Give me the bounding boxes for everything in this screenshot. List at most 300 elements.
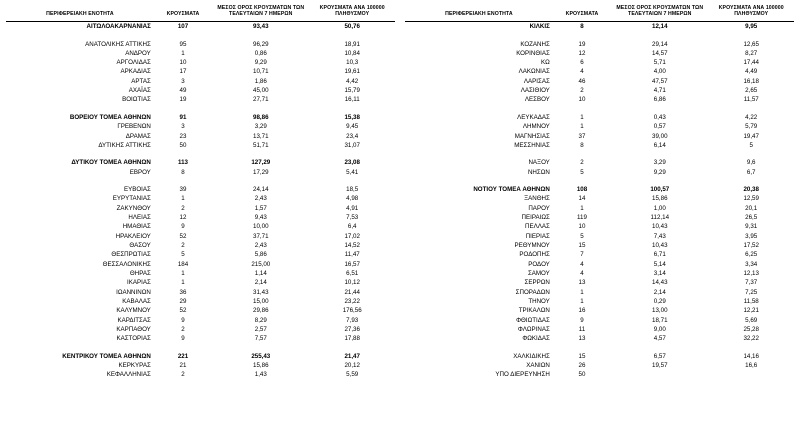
row-average: 3,14 [653,269,666,277]
row-cases: 17 [179,68,187,76]
table-row [405,21,794,31]
row-per100k: 16,57 [344,260,360,268]
row-cases: 2 [181,371,185,379]
table-row [6,67,395,76]
row-per100k: 4,49 [745,68,758,76]
row-average: 0,57 [653,123,666,131]
row-per100k: 7,37 [745,279,758,287]
table-body-left [6,21,395,379]
row-per100k: 10,3 [346,59,359,67]
row-per100k: 21,47 [344,352,360,360]
row-average: 9,29 [254,59,267,67]
row-region-name: ΙΩΑΝΝΙΝΩΝ [116,288,151,296]
regional-cases-table-right [405,4,794,380]
left-table-cell [6,4,395,380]
row-average: 6,86 [653,96,666,104]
row-average: 3,29 [254,123,267,131]
row-region-name: ΒΟΙΩΤΙΑΣ [122,96,151,104]
row-spacer-cell [405,31,794,39]
row-region-name: ΔΥΤΙΚΟΥ ΤΟΜΕΑ ΑΘΗΝΩΝ [71,159,151,167]
header-average: ΜΕΣΟΣ ΟΡΟΣ ΚΡΟΥΣΜΑΤΩΝ ΤΩΝ ΤΕΛΕΥΤΑΙΩΝ 7 ΗΜΕΡΩΝ [611,4,708,21]
table-row [405,352,794,361]
header-cases: ΚΡΟΥΣΜΑΤΑ [154,4,212,21]
table-row [6,325,395,334]
row-per100k: 16,11 [344,96,360,104]
table-row [405,131,794,140]
row-region-name: ΣΠΟΡΑΔΩΝ [515,288,550,296]
row-per100k: 14,16 [743,352,759,360]
row-cases: 12 [578,49,586,57]
header-per100k: ΚΡΟΥΣΜΑΤΑ ΑΝΑ 100000 ΠΛΗΘΥΣΜΟΥ [309,4,395,21]
row-cases: 29 [179,297,187,305]
row-region-name: ΣΕΡΡΩΝ [524,279,550,287]
row-average: 2,43 [254,242,267,250]
row-spacer [405,150,794,158]
row-region-name: ΦΘΙΩΤΙΔΑΣ [516,316,550,324]
row-cases: 8 [181,168,185,176]
row-average: 1,43 [254,371,267,379]
row-average: 15,86 [253,361,269,369]
row-average: 18,71 [652,316,668,324]
row-average: 47,57 [652,77,668,85]
table-row [405,213,794,222]
regional-cases-table-left [6,4,395,380]
row-region-name: ΦΩΚΙΔΑΣ [522,335,550,343]
row-average: 45,00 [253,87,269,95]
row-cases: 10 [578,223,586,231]
row-cases: 8 [580,23,584,31]
table-row [6,194,395,203]
row-cases: 19 [578,40,586,48]
row-per100k: 50,76 [344,23,360,31]
row-average: 0,29 [653,297,666,305]
row-region-name: ΝΑΞΟΥ [528,159,550,167]
row-average: 112,14 [650,214,670,222]
row-per100k: 12,21 [743,307,759,315]
row-average: 7,43 [653,232,666,240]
table-row [405,260,794,269]
table-row [6,297,395,306]
table-row [405,194,794,203]
row-region-name: ΔΥΤΙΚΗΣ ΑΤΤΙΚΗΣ [98,141,151,149]
row-average: 96,29 [253,40,269,48]
table-row [405,334,794,343]
row-per100k: 3,95 [745,232,758,240]
row-region-name: ΚΑΡΠΑΘΟΥ [116,325,151,333]
row-per100k: 32,22 [743,335,759,343]
table-row [6,352,395,361]
row-per100k [708,370,794,379]
row-cases: 9 [181,316,185,324]
row-cases: 36 [179,288,187,296]
row-average: 12,14 [652,23,668,31]
header-average: ΜΕΣΟΣ ΟΡΟΣ ΚΡΟΥΣΜΑΤΩΝ ΤΩΝ ΤΕΛΕΥΤΑΙΩΝ 7 ΗΜΕΡΩΝ [212,4,309,21]
row-per100k: 6,25 [745,251,758,259]
row-cases: 3 [181,77,185,85]
table-row [6,141,395,150]
row-cases: 4 [580,260,584,268]
row-spacer-cell [405,343,794,351]
row-region-name: ΡΟΔΟΥ [528,260,550,268]
row-cases: 4 [580,269,584,277]
row-region-name: ΘΗΡΑΣ [129,269,151,277]
table-row [6,334,395,343]
row-cases: 10 [578,96,586,104]
row-cases: 9 [181,223,185,231]
row-per100k: 19,47 [743,132,759,140]
row-per100k: 7,53 [346,214,359,222]
row-cases: 91 [179,113,187,121]
row-average [611,370,708,379]
row-average: 2,57 [254,325,267,333]
row-average: 24,14 [253,186,269,194]
row-region-name: ΚΟΖΑΝΗΣ [520,40,550,48]
table-row [405,250,794,259]
header-region: ΠΕΡΙΦΕΡΕΙΑΚΗ ΕΝΟΤΗΤΑ [6,4,154,21]
row-cases: 1 [181,279,185,287]
row-cases: 14 [578,195,586,203]
table-row [6,213,395,222]
row-average: 17,29 [253,168,269,176]
row-region-name: ΓΡΕΒΕΝΩΝ [117,123,151,131]
row-average: 10,43 [652,242,668,250]
row-cases: 49 [179,87,187,95]
row-average: 0,43 [653,113,666,121]
row-average: 15,86 [652,195,668,203]
row-per100k: 2,65 [745,87,758,95]
row-region-name: ΤΗΝΟΥ [528,297,550,305]
row-region-name: ΝΗΣΩΝ [527,168,550,176]
row-average: 13,71 [253,132,269,140]
row-per100k: 17,44 [743,59,759,67]
row-per100k: 12,65 [743,40,759,48]
row-cases: 113 [177,159,188,167]
row-region-name: ΧΑΛΚΙΔΙΚΗΣ [513,352,550,360]
table-row [6,39,395,48]
row-region-name: ΘΑΣΟΥ [129,242,151,250]
row-per100k: 12,13 [743,269,759,277]
table-row [6,95,395,104]
row-average: 127,29 [251,159,271,167]
table-row [405,95,794,104]
row-per100k: 16,6 [745,361,758,369]
table-row [6,260,395,269]
row-per100k: 21,44 [344,288,360,296]
row-cases: 95 [179,40,187,48]
row-spacer-cell [6,177,395,185]
table-row [6,250,395,259]
row-average: 9,00 [653,325,666,333]
row-spacer-cell [6,31,395,39]
row-per100k: 16,18 [743,77,759,85]
row-cases: 1 [181,195,185,203]
table-row [6,222,395,231]
table-row [405,297,794,306]
row-region-name: ΚΑΡΔΙΤΣΑΣ [117,316,151,324]
row-region-name: ΛΑΣΙΘΙΟΥ [520,87,550,95]
row-per100k: 176,56 [342,307,362,315]
row-average: 98,86 [253,113,269,121]
table-header-left [6,4,395,21]
row-spacer-cell [405,150,794,158]
row-spacer [6,150,395,158]
row-average: 93,43 [253,23,269,31]
row-cases: 8 [580,141,584,149]
table-row [6,361,395,370]
table-row [6,122,395,131]
row-cases: 3 [181,123,185,131]
row-average: 1,14 [254,269,267,277]
table-row [6,86,395,95]
row-region-name: ΡΟΔΟΠΗΣ [519,251,550,259]
row-region-name: ΗΜΑΘΙΑΣ [122,223,151,231]
row-cases: 1 [181,269,185,277]
table-row [6,77,395,86]
row-per100k: 20,38 [743,186,759,194]
row-region-name: ΕΥΡΥΤΑΝΙΑΣ [112,195,151,203]
row-spacer [6,343,395,351]
row-cases: 37 [578,132,586,140]
row-region-name: ΠΕΙΡΑΙΩΣ [521,214,550,222]
row-region-name: ΚΑΣΤΟΡΙΑΣ [116,335,151,343]
row-per100k: 8,27 [745,49,758,57]
row-region-name: ΣΑΜΟΥ [527,269,550,277]
row-per100k: 10,12 [344,279,360,287]
row-cases: 108 [576,186,588,194]
row-average: 37,71 [253,232,269,240]
table-row [405,361,794,370]
header-region: ΠΕΡΙΦΕΡΕΙΑΚΗ ΕΝΟΤΗΤΑ [405,4,553,21]
row-region-name: ΘΕΣΣΑΛΟΝΙΚΗΣ [102,260,151,268]
row-cases: 6 [580,59,584,67]
row-cases: 2 [580,159,584,167]
row-average: 4,71 [653,87,666,95]
row-average: 2,43 [254,195,267,203]
row-region-name: ΦΛΩΡΙΝΑΣ [517,325,550,333]
table-row [405,122,794,131]
row-cases: 39 [179,186,187,194]
row-average: 31,43 [253,288,269,296]
row-average: 10,43 [652,223,668,231]
table-row [6,306,395,315]
table-row [6,21,395,31]
row-cases: 52 [179,307,187,315]
table-header-right [405,4,794,21]
row-region-name: ΞΑΝΘΗΣ [524,195,550,203]
row-per100k: 11,57 [743,96,759,104]
row-region-name: ΖΑΚΥΝΘΟΥ [116,204,151,212]
table-row [405,77,794,86]
row-cases: 1 [580,288,584,296]
table-row [6,113,395,122]
row-cases: 12 [179,214,187,222]
row-per100k: 7,93 [346,316,359,324]
row-region-name: ΛΑΚΩΝΙΑΣ [518,68,550,76]
row-region-name: ΛΕΣΒΟΥ [524,96,550,104]
row-cases: 50 [578,371,586,379]
row-cases: 7 [580,251,584,259]
row-cases: 13 [578,335,586,343]
row-average: 5,14 [653,260,666,268]
row-average: 1,57 [254,204,267,212]
row-spacer-cell [6,343,395,351]
row-region-name: ΝΟΤΙΟΥ ΤΟΜΕΑ ΑΘΗΝΩΝ [473,186,550,194]
row-region-name: ΧΑΝΙΩΝ [526,361,550,369]
row-spacer [6,105,395,113]
row-per100k: 7,25 [745,288,758,296]
table-row [405,269,794,278]
row-per100k: 19,61 [344,68,360,76]
row-per100k: 11,58 [743,297,759,305]
row-average: 0,86 [254,49,267,57]
row-region-name: ΜΕΣΣΗΝΙΑΣ [514,141,550,149]
row-per100k: 15,79 [344,87,360,95]
header-per100k: ΚΡΟΥΣΜΑΤΑ ΑΝΑ 100000 ΠΛΗΘΥΣΜΟΥ [708,4,794,21]
row-per100k: 18,5 [346,186,359,194]
row-per100k: 9,45 [346,123,359,131]
row-average: 4,00 [653,68,666,76]
row-region-name: ΑΡΓΟΛΙΔΑΣ [116,59,151,67]
row-per100k: 9,6 [746,159,756,167]
row-per100k: 17,02 [344,232,360,240]
row-average: 4,57 [653,335,666,343]
row-region-name: ΚΑΛΥΜΝΟΥ [116,307,151,315]
row-region-name: ΡΕΘΥΜΝΟΥ [514,242,550,250]
row-region-name: ΠΕΛΛΑΣ [524,223,550,231]
row-average: 29,14 [652,40,668,48]
row-average: 10,71 [253,68,269,76]
table-row [405,306,794,315]
row-region-name: ΛΑΡΙΣΑΣ [523,77,550,85]
table-row [6,370,395,379]
row-cases: 15 [578,352,586,360]
row-average: 27,71 [253,96,269,104]
table-row [405,185,794,194]
row-cases: 2 [181,242,185,250]
row-per100k: 23,22 [344,297,360,305]
row-cases: 50 [179,141,187,149]
row-cases: 1 [181,49,185,57]
row-per100k: 5,41 [346,168,359,176]
row-region-name: ΛΕΥΚΑΔΑΣ [517,113,550,121]
row-spacer [6,31,395,39]
row-average: 1,86 [254,77,267,85]
row-per100k: 9,31 [745,223,758,231]
table-row [405,158,794,167]
row-average: 51,71 [253,141,269,149]
row-region-name: ΠΙΕΡΙΑΣ [525,232,550,240]
row-region-name: ΚΕΝΤΡΙΚΟΥ ΤΟΜΕΑ ΑΘΗΝΩΝ [62,352,151,360]
table-row [6,168,395,177]
table-row [6,58,395,67]
row-per100k: 4,98 [346,195,359,203]
table-row [6,288,395,297]
table-row [405,315,794,324]
row-per100k: 23,4 [346,132,359,140]
row-average: 15,00 [253,297,269,305]
row-region-name: ΚΕΡΚΥΡΑΣ [118,361,151,369]
row-region-name: ΑΙΤΩΛΟΑΚΑΡΝΑΝΙΑΣ [86,23,151,31]
table-row [405,168,794,177]
table-body-right [405,21,794,379]
table-row [405,58,794,67]
row-average: 3,29 [653,159,666,167]
row-per100k: 4,42 [346,77,359,85]
row-cases: 221 [177,352,189,360]
column-gap [395,4,405,380]
row-cases: 4 [580,68,584,76]
row-per100k: 6,51 [346,269,359,277]
row-cases: 184 [177,260,189,268]
row-cases: 5 [181,251,185,259]
row-per100k: 12,59 [743,195,759,203]
table-row [6,278,395,287]
row-cases: 9 [181,335,185,343]
row-cases: 107 [177,23,189,31]
row-region-name: ΑΧΑΪΑΣ [128,87,151,95]
row-region-name: ΜΑΓΝΗΣΙΑΣ [514,132,550,140]
row-region-name: ΗΛΕΙΑΣ [128,214,151,222]
right-table-cell [405,4,794,380]
row-average: 6,71 [653,251,666,259]
table-row [405,49,794,58]
row-cases: 52 [179,232,187,240]
row-average: 10,00 [253,223,269,231]
row-per100k: 4,91 [346,204,359,212]
row-region-name: ΠΑΡΟΥ [528,204,550,212]
table-row [405,232,794,241]
row-region-name: ΑΝΔΡΟΥ [125,49,151,57]
row-cases: 1 [580,113,584,121]
row-region-name: ΚΩ [541,59,550,67]
row-cases: 2 [181,204,185,212]
row-average: 255,43 [251,352,271,360]
row-average: 6,14 [653,141,666,149]
row-cases: 46 [578,77,586,85]
row-cases: 21 [179,361,187,369]
row-per100k: 17,52 [743,242,759,250]
row-cases: 19 [179,96,187,104]
row-region-name: ΗΡΑΚΛΕΙΟΥ [115,232,151,240]
row-average: 100,57 [650,186,670,194]
row-cases: 1 [580,297,584,305]
row-region-name: ΘΕΣΠΡΩΤΙΑΣ [111,251,151,259]
row-spacer-cell [405,177,794,185]
two-column-layout [6,4,794,380]
row-cases: 10 [179,59,187,67]
row-region-name: ΑΡΤΑΣ [131,77,151,85]
row-average: 5,86 [254,251,267,259]
row-per100k: 31,07 [344,141,360,149]
table-row [405,204,794,213]
row-cases: 23 [179,132,187,140]
header-cases: ΚΡΟΥΣΜΑΤΑ [553,4,611,21]
row-cases: 26 [578,361,586,369]
row-region-name: ΚΑΒΑΛΑΣ [122,297,151,305]
row-average: 2,14 [254,279,267,287]
table-row [405,288,794,297]
row-per100k: 26,5 [745,214,758,222]
row-average: 1,00 [653,204,666,212]
table-row [405,141,794,150]
row-per100k: 23,08 [344,159,360,167]
row-spacer-cell [405,105,794,113]
table-row [405,241,794,250]
table-row [405,67,794,76]
row-region-name: ΚΟΡΙΝΘΙΑΣ [516,49,550,57]
row-cases: 1 [580,123,584,131]
table-row [6,232,395,241]
